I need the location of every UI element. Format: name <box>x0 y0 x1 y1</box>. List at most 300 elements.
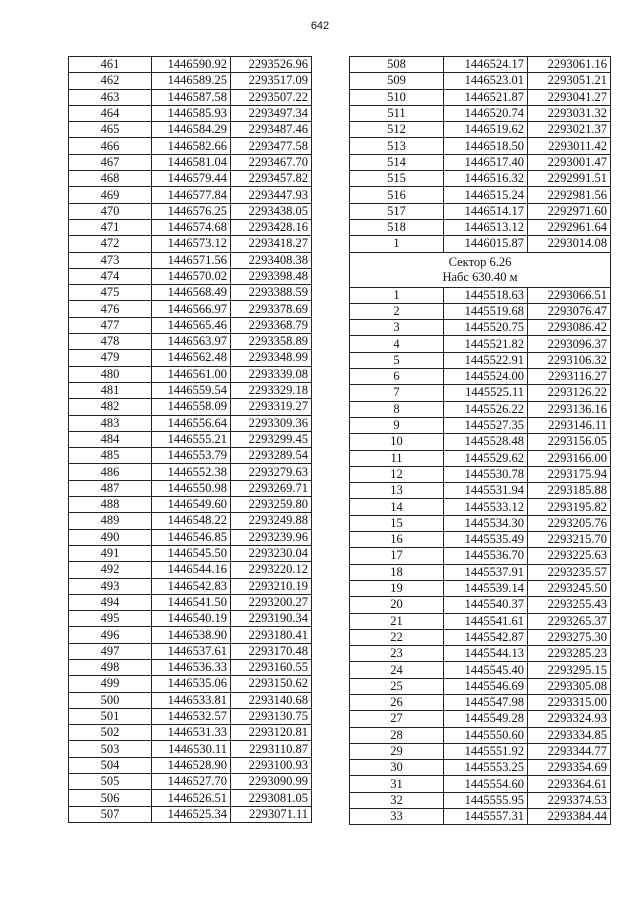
table-row <box>69 448 312 464</box>
coordinate-y: 2293156.05 <box>528 434 611 450</box>
coordinate-y: 2293110.87 <box>231 741 312 757</box>
point-number: 6 <box>350 369 444 385</box>
coordinate-x: 1445536.70 <box>444 548 528 564</box>
table-row <box>69 578 312 594</box>
point-number: 23 <box>350 646 444 662</box>
coordinate-x: 1445541.61 <box>444 613 528 629</box>
coordinate-y: 2293507.22 <box>231 89 312 105</box>
table-row <box>69 692 312 708</box>
coordinate-x: 1446521.87 <box>444 89 528 105</box>
point-number: 11 <box>350 450 444 466</box>
coordinate-y: 2293051.21 <box>528 73 611 89</box>
table-row <box>350 646 611 662</box>
coordinate-y: 2292961.64 <box>528 219 611 235</box>
coordinate-y: 2293090.99 <box>231 774 312 790</box>
coordinate-x: 1446552.38 <box>152 464 231 480</box>
table-row <box>69 122 312 138</box>
page-number: 642 <box>310 20 330 32</box>
table-row <box>350 678 611 694</box>
coordinate-x: 1446528.90 <box>152 757 231 773</box>
sector-header-cell <box>350 252 611 287</box>
coordinate-y: 2293378.69 <box>231 301 312 317</box>
point-number: 503 <box>69 741 152 757</box>
coordinate-x: 1446545.50 <box>152 545 231 561</box>
table-row <box>69 708 312 724</box>
point-number: 5 <box>350 352 444 368</box>
coordinate-x: 1446559.54 <box>152 382 231 398</box>
coordinate-y: 2293334.85 <box>528 727 611 743</box>
table-row <box>69 725 312 741</box>
point-number: 472 <box>69 236 152 252</box>
coordinate-x: 1446527.70 <box>152 774 231 790</box>
table-row <box>69 480 312 496</box>
coordinate-y: 2293170.48 <box>231 643 312 659</box>
point-number: 473 <box>69 252 152 268</box>
coordinate-x: 1445557.31 <box>444 809 528 825</box>
point-number: 483 <box>69 415 152 431</box>
coordinate-x: 1446517.40 <box>444 154 528 170</box>
coordinate-x: 1445521.82 <box>444 336 528 352</box>
coordinate-x: 1446590.92 <box>152 57 231 73</box>
coordinate-y: 2293259.80 <box>231 497 312 513</box>
point-number: 465 <box>69 122 152 138</box>
coordinate-x: 1445555.95 <box>444 792 528 808</box>
coordinate-y: 2293031.32 <box>528 105 611 121</box>
point-number: 479 <box>69 350 152 366</box>
coordinate-x: 1446584.29 <box>152 122 231 138</box>
coordinate-y: 2293146.11 <box>528 417 611 433</box>
coordinate-y: 2293497.34 <box>231 105 312 121</box>
point-number: 512 <box>350 122 444 138</box>
coordinate-y: 2293225.63 <box>528 548 611 564</box>
coordinate-y: 2293368.79 <box>231 317 312 333</box>
coordinate-x: 1446589.25 <box>152 73 231 89</box>
table-row <box>350 89 611 105</box>
point-number: 493 <box>69 578 152 594</box>
point-number: 511 <box>350 105 444 121</box>
coordinate-y: 2293136.16 <box>528 401 611 417</box>
table-row <box>69 105 312 121</box>
coordinate-y: 2293126.22 <box>528 385 611 401</box>
coordinate-x: 1446566.97 <box>152 301 231 317</box>
coordinate-y: 2293140.68 <box>231 692 312 708</box>
point-number: 22 <box>350 629 444 645</box>
coordinate-x: 1446519.62 <box>444 122 528 138</box>
table-row <box>69 562 312 578</box>
coordinate-x: 1445529.62 <box>444 450 528 466</box>
table-row <box>69 594 312 610</box>
point-number: 494 <box>69 594 152 610</box>
coordinate-y: 2293279.63 <box>231 464 312 480</box>
coordinate-y: 2292971.60 <box>528 203 611 219</box>
coordinate-x: 1445544.13 <box>444 646 528 662</box>
coordinate-y: 2293447.93 <box>231 187 312 203</box>
table-row <box>69 529 312 545</box>
point-number: 482 <box>69 399 152 415</box>
table-row <box>69 203 312 219</box>
table-row <box>69 154 312 170</box>
point-number: 8 <box>350 401 444 417</box>
coordinate-y: 2293230.04 <box>231 545 312 561</box>
table-row <box>69 219 312 235</box>
table-row <box>350 809 611 825</box>
coordinate-y: 2293319.27 <box>231 399 312 415</box>
coordinate-y: 2293106.32 <box>528 352 611 368</box>
table-row <box>350 57 611 73</box>
coordinate-y: 2293215.70 <box>528 532 611 548</box>
point-number: 20 <box>350 597 444 613</box>
sector-title: Сектор 6.26 <box>448 254 512 269</box>
coordinate-y: 2293166.00 <box>528 450 611 466</box>
coordinate-x: 1445547.98 <box>444 694 528 710</box>
point-number: 489 <box>69 513 152 529</box>
table-row <box>350 466 611 482</box>
coordinate-y: 2293324.93 <box>528 711 611 727</box>
coordinate-x: 1446548.22 <box>152 513 231 529</box>
point-number: 26 <box>350 694 444 710</box>
point-number: 499 <box>69 676 152 692</box>
point-number: 487 <box>69 480 152 496</box>
table-row <box>350 369 611 385</box>
coordinate-y: 2293339.08 <box>231 366 312 382</box>
point-number: 468 <box>69 171 152 187</box>
point-number: 33 <box>350 809 444 825</box>
table-row <box>350 385 611 401</box>
coordinate-x: 1446546.85 <box>152 529 231 545</box>
coordinate-y: 2293295.15 <box>528 662 611 678</box>
table-row <box>350 303 611 319</box>
table-row <box>350 219 611 235</box>
coordinate-y: 2293175.94 <box>528 466 611 482</box>
coordinate-x: 1446523.01 <box>444 73 528 89</box>
coordinate-y: 2293344.77 <box>528 743 611 759</box>
point-number: 1 <box>350 287 444 303</box>
point-number: 27 <box>350 711 444 727</box>
point-number: 484 <box>69 431 152 447</box>
coordinate-x: 1445540.37 <box>444 597 528 613</box>
table-row <box>69 431 312 447</box>
point-number: 510 <box>350 89 444 105</box>
coordinate-y: 2293150.62 <box>231 676 312 692</box>
coordinate-x: 1445531.94 <box>444 483 528 499</box>
point-number: 491 <box>69 545 152 561</box>
point-number: 461 <box>69 57 152 73</box>
table-row <box>69 676 312 692</box>
coordinate-x: 1446570.02 <box>152 268 231 284</box>
coordinate-y: 2293526.96 <box>231 57 312 73</box>
table-row <box>350 203 611 219</box>
coordinate-x: 1445537.91 <box>444 564 528 580</box>
coordinate-x: 1445533.12 <box>444 499 528 515</box>
coordinate-y: 2293358.89 <box>231 334 312 350</box>
table-row <box>350 548 611 564</box>
coordinate-y: 2292991.51 <box>528 171 611 187</box>
coordinate-y: 2293269.71 <box>231 480 312 496</box>
table-row <box>350 73 611 89</box>
point-number: 19 <box>350 580 444 596</box>
coordinate-x: 1446565.46 <box>152 317 231 333</box>
point-number: 28 <box>350 727 444 743</box>
table-row <box>350 613 611 629</box>
coordinate-x: 1446549.60 <box>152 497 231 513</box>
coordinate-x: 1446556.64 <box>152 415 231 431</box>
coordinate-y: 2293428.16 <box>231 219 312 235</box>
coordinate-y: 2293374.53 <box>528 792 611 808</box>
coordinate-x: 1445522.91 <box>444 352 528 368</box>
point-number: 515 <box>350 171 444 187</box>
point-number: 469 <box>69 187 152 203</box>
point-number: 3 <box>350 320 444 336</box>
table-row <box>350 171 611 187</box>
left-coordinate-table <box>68 56 312 823</box>
table-row <box>69 187 312 203</box>
point-number: 488 <box>69 497 152 513</box>
coordinate-y: 2293249.88 <box>231 513 312 529</box>
coordinate-x: 1446576.25 <box>152 203 231 219</box>
coordinate-x: 1445535.49 <box>444 532 528 548</box>
coordinate-x: 1446538.90 <box>152 627 231 643</box>
point-number: 18 <box>350 564 444 580</box>
coordinate-y: 2293066.51 <box>528 287 611 303</box>
coordinate-x: 1446558.09 <box>152 399 231 415</box>
coordinate-x: 1446550.98 <box>152 480 231 496</box>
point-number: 470 <box>69 203 152 219</box>
coordinate-x: 1446518.50 <box>444 138 528 154</box>
point-number: 486 <box>69 464 152 480</box>
coordinate-x: 1446563.97 <box>152 334 231 350</box>
coordinate-y: 2293348.99 <box>231 350 312 366</box>
coordinate-x: 1446540.19 <box>152 611 231 627</box>
coordinate-y: 2293086.42 <box>528 320 611 336</box>
coordinate-x: 1446532.57 <box>152 708 231 724</box>
table-row <box>69 627 312 643</box>
table-row <box>350 320 611 336</box>
coordinate-y: 2293354.69 <box>528 760 611 776</box>
table-row <box>350 450 611 466</box>
table-row <box>350 792 611 808</box>
coordinate-x: 1446524.17 <box>444 57 528 73</box>
coordinate-y: 2293160.55 <box>231 659 312 675</box>
table-row <box>69 545 312 561</box>
table-row <box>350 154 611 170</box>
sector-header-row <box>350 252 611 287</box>
coordinate-y: 2293299.45 <box>231 431 312 447</box>
table-row <box>69 334 312 350</box>
table-row <box>350 564 611 580</box>
coordinate-y: 2293315.00 <box>528 694 611 710</box>
coordinate-x: 1446562.48 <box>152 350 231 366</box>
point-number: 502 <box>69 725 152 741</box>
point-number: 501 <box>69 708 152 724</box>
table-row <box>69 790 312 806</box>
table-row <box>69 415 312 431</box>
point-number: 9 <box>350 417 444 433</box>
table-row <box>69 317 312 333</box>
coordinate-y: 2293235.57 <box>528 564 611 580</box>
table-row <box>69 399 312 415</box>
point-number: 15 <box>350 515 444 531</box>
point-number: 506 <box>69 790 152 806</box>
coordinate-y: 2293398.48 <box>231 268 312 284</box>
coordinate-x: 1446544.16 <box>152 562 231 578</box>
table-row <box>69 643 312 659</box>
coordinate-x: 1446520.74 <box>444 105 528 121</box>
point-number: 490 <box>69 529 152 545</box>
table-row <box>350 352 611 368</box>
point-number: 508 <box>350 57 444 73</box>
point-number: 10 <box>350 434 444 450</box>
table-row <box>69 497 312 513</box>
coordinate-y: 2293205.76 <box>528 515 611 531</box>
point-number: 492 <box>69 562 152 578</box>
sector-elevation: Набс 630.40 м <box>442 269 518 284</box>
coordinate-x: 1446582.66 <box>152 138 231 154</box>
table-row <box>69 89 312 105</box>
coordinate-x: 1446541.50 <box>152 594 231 610</box>
table-row <box>69 659 312 675</box>
coordinate-x: 1446535.06 <box>152 676 231 692</box>
coordinate-y: 2293408.38 <box>231 252 312 268</box>
table-row <box>69 285 312 301</box>
coordinate-x: 1446513.12 <box>444 219 528 235</box>
point-number: 463 <box>69 89 152 105</box>
coordinate-y: 2293384.44 <box>528 809 611 825</box>
point-number: 480 <box>69 366 152 382</box>
table-row <box>69 138 312 154</box>
table-row <box>350 580 611 596</box>
coordinate-y: 2293120.81 <box>231 725 312 741</box>
coordinate-y: 2293517.09 <box>231 73 312 89</box>
coordinate-x: 1446526.51 <box>152 790 231 806</box>
table-row <box>350 760 611 776</box>
point-number: 24 <box>350 662 444 678</box>
point-number: 497 <box>69 643 152 659</box>
coordinate-x: 1445534.30 <box>444 515 528 531</box>
table-row <box>350 122 611 138</box>
point-number: 481 <box>69 382 152 398</box>
point-number: 1 <box>350 236 444 252</box>
coordinate-x: 1446555.21 <box>152 431 231 447</box>
table-row <box>69 611 312 627</box>
coordinate-y: 2293200.27 <box>231 594 312 610</box>
point-number: 496 <box>69 627 152 643</box>
coordinate-x: 1445551.92 <box>444 743 528 759</box>
table-row <box>350 629 611 645</box>
point-number: 21 <box>350 613 444 629</box>
coordinate-y: 2293457.82 <box>231 171 312 187</box>
point-number: 513 <box>350 138 444 154</box>
coordinate-y: 2293275.30 <box>528 629 611 645</box>
coordinate-x: 1445528.48 <box>444 434 528 450</box>
point-number: 464 <box>69 105 152 121</box>
coordinate-y: 2293001.47 <box>528 154 611 170</box>
point-number: 7 <box>350 385 444 401</box>
point-number: 495 <box>69 611 152 627</box>
point-number: 25 <box>350 678 444 694</box>
coordinate-y: 2293014.08 <box>528 236 611 252</box>
coordinate-x: 1445542.87 <box>444 629 528 645</box>
point-number: 505 <box>69 774 152 790</box>
coordinate-x: 1446574.68 <box>152 219 231 235</box>
table-row <box>69 757 312 773</box>
point-number: 16 <box>350 532 444 548</box>
table-row <box>69 268 312 284</box>
coordinate-x: 1446015.87 <box>444 236 528 252</box>
coordinate-y: 2293130.75 <box>231 708 312 724</box>
point-number: 14 <box>350 499 444 515</box>
coordinate-y: 2293076.47 <box>528 303 611 319</box>
table-row <box>69 774 312 790</box>
point-number: 516 <box>350 187 444 203</box>
table-row <box>350 287 611 303</box>
coordinate-y: 2293061.16 <box>528 57 611 73</box>
table-row <box>69 252 312 268</box>
table-row <box>69 171 312 187</box>
coordinate-y: 2293289.54 <box>231 448 312 464</box>
coordinate-x: 1445524.00 <box>444 369 528 385</box>
coordinate-x: 1445527.35 <box>444 417 528 433</box>
table-row <box>69 73 312 89</box>
coordinate-x: 1445519.68 <box>444 303 528 319</box>
coordinate-y: 2293309.36 <box>231 415 312 431</box>
coordinate-y: 2293021.37 <box>528 122 611 138</box>
coordinate-x: 1446573.12 <box>152 236 231 252</box>
point-number: 31 <box>350 776 444 792</box>
table-row <box>350 499 611 515</box>
coordinate-y: 2293011.42 <box>528 138 611 154</box>
point-number: 509 <box>350 73 444 89</box>
coordinate-x: 1445554.60 <box>444 776 528 792</box>
coordinate-y: 2293190.34 <box>231 611 312 627</box>
coordinate-x: 1445553.25 <box>444 760 528 776</box>
coordinate-x: 1445539.14 <box>444 580 528 596</box>
coordinate-x: 1446525.34 <box>152 806 231 822</box>
coordinate-y: 2293081.05 <box>231 790 312 806</box>
coordinate-y: 2293220.12 <box>231 562 312 578</box>
point-number: 12 <box>350 466 444 482</box>
coordinate-x: 1446516.32 <box>444 171 528 187</box>
table-row <box>69 57 312 73</box>
coordinate-y: 2292981.56 <box>528 187 611 203</box>
table-row <box>350 105 611 121</box>
right-coordinate-table <box>349 56 611 825</box>
coordinate-y: 2293388.59 <box>231 285 312 301</box>
coordinate-x: 1446579.44 <box>152 171 231 187</box>
coordinate-y: 2293041.27 <box>528 89 611 105</box>
point-number: 2 <box>350 303 444 319</box>
coordinate-y: 2293185.88 <box>528 483 611 499</box>
coordinate-x: 1445518.63 <box>444 287 528 303</box>
table-row <box>350 532 611 548</box>
coordinate-y: 2293116.27 <box>528 369 611 385</box>
table-row <box>350 597 611 613</box>
point-number: 462 <box>69 73 152 89</box>
point-number: 517 <box>350 203 444 219</box>
coordinate-y: 2293180.41 <box>231 627 312 643</box>
table-row <box>350 515 611 531</box>
table-row <box>69 741 312 757</box>
table-row <box>69 382 312 398</box>
table-row <box>350 187 611 203</box>
coordinate-x: 1446571.56 <box>152 252 231 268</box>
point-number: 13 <box>350 483 444 499</box>
coordinate-x: 1446515.24 <box>444 187 528 203</box>
point-number: 475 <box>69 285 152 301</box>
point-number: 504 <box>69 757 152 773</box>
point-number: 29 <box>350 743 444 759</box>
coordinate-x: 1445520.75 <box>444 320 528 336</box>
table-row <box>350 776 611 792</box>
